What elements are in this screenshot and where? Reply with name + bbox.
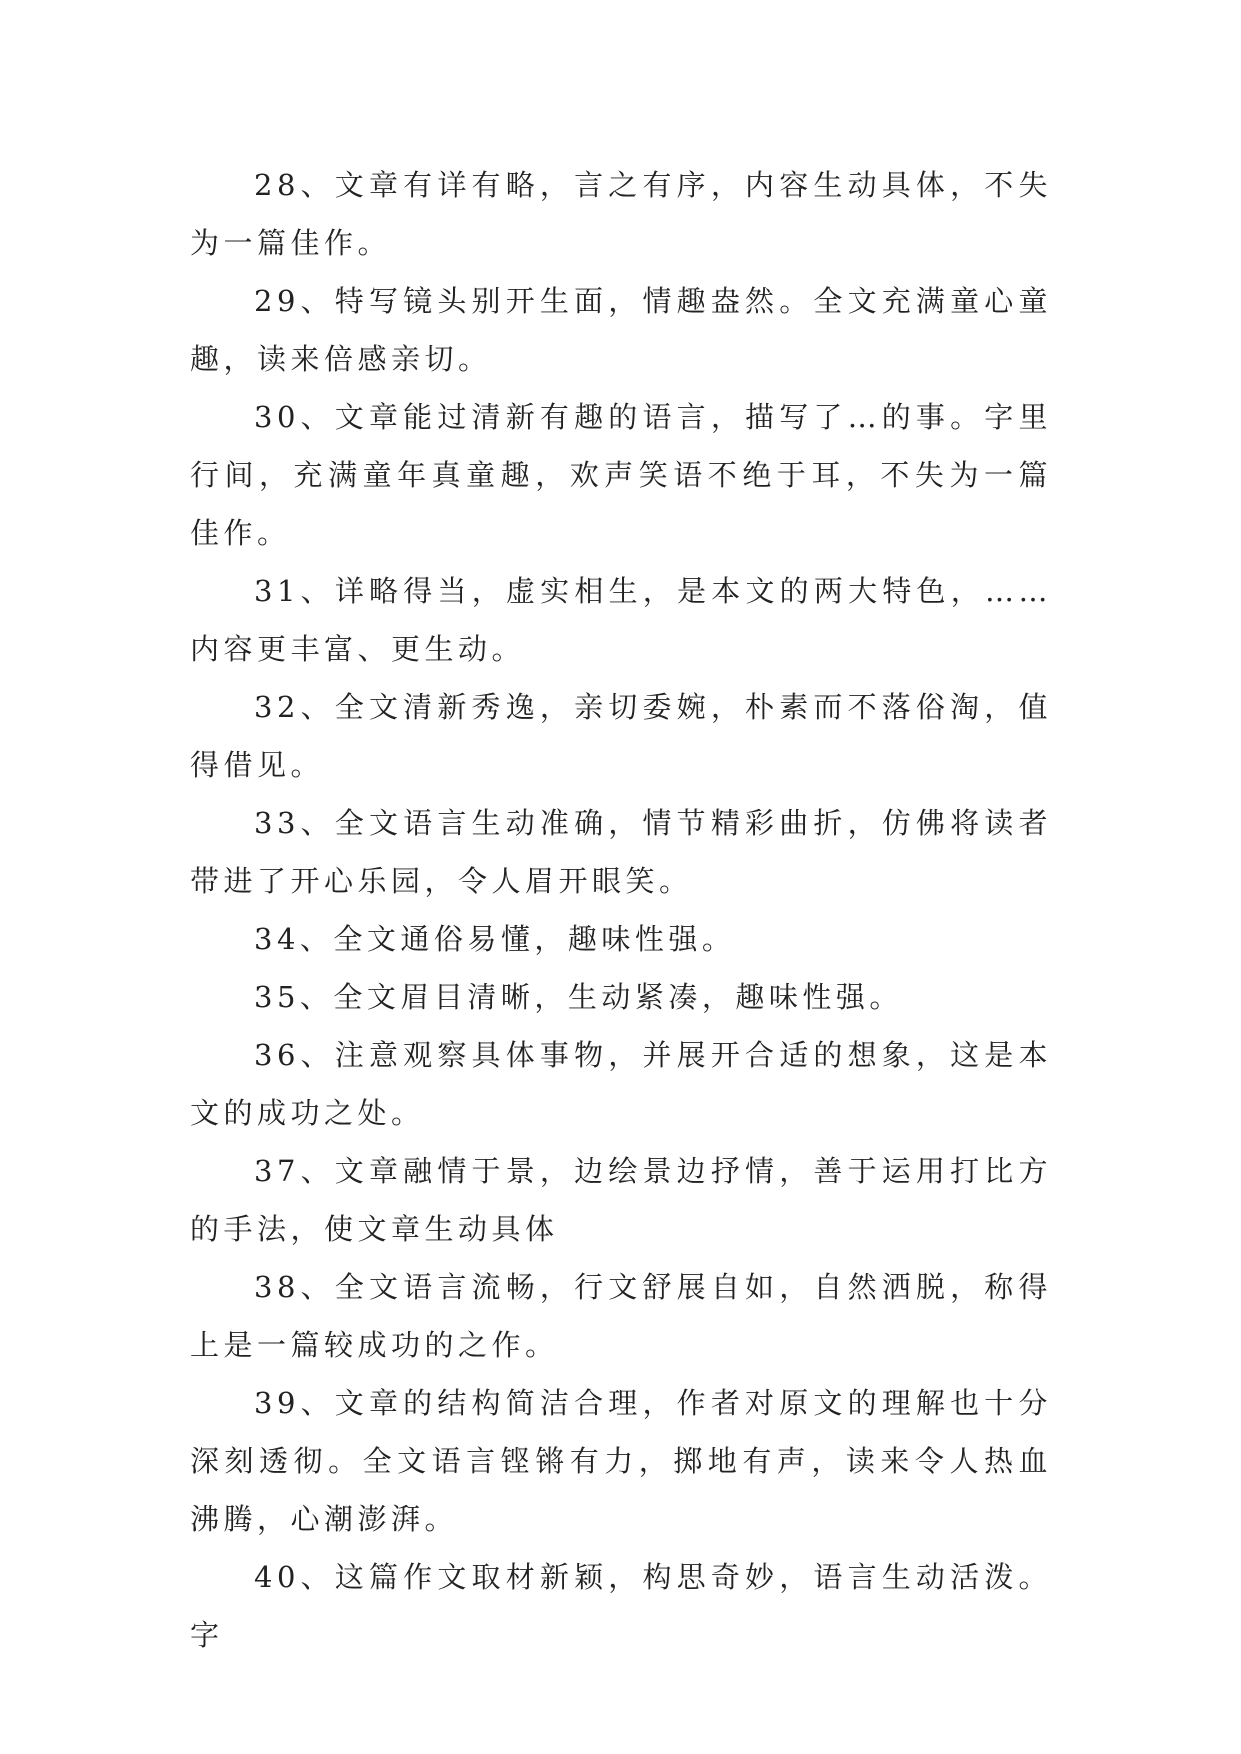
- comment-paragraph-35: 35、全文眉目清晰，生动紧凑，趣味性强。: [254, 980, 903, 1014]
- document-body: [190, 156, 1052, 1664]
- comment-paragraph-38: 38、全文语言流畅，行文舒展自如，自然洒脱，称得上是一篇较成功的之作。: [190, 1270, 1052, 1362]
- comment-paragraph-37: 37、文章融情于景，边绘景边抒情，善于运用打比方的手法，使文章生动具体: [190, 1154, 1052, 1246]
- comment-paragraph-34: 34、全文通俗易懂，趣味性强。: [254, 922, 736, 956]
- comment-paragraph-39: 39、文章的结构简洁合理，作者对原文的理解也十分深刻透彻。全文语言铿锵有力，掷地有声，读来令人热血沸腾，心潮澎湃。: [190, 1386, 1052, 1536]
- comment-paragraph-40: 40、这篇作文取材新颖，构思奇妙，语言生动活泼。字: [190, 1560, 1052, 1652]
- comment-paragraph-28: 28、文章有详有略，言之有序，内容生动具体，不失为一篇佳作。: [190, 168, 1052, 260]
- comment-paragraph-36: 36、注意观察具体事物，并展开合适的想象，这是本文的成功之处。: [190, 1038, 1052, 1130]
- comment-paragraph-29: 29、特写镜头别开生面，情趣盎然。全文充满童心童趣，读来倍感亲切。: [190, 284, 1052, 376]
- comment-paragraph-32: 32、全文清新秀逸，亲切委婉，朴素而不落俗淘，值得借见。: [190, 690, 1052, 782]
- comment-paragraph-33: 33、全文语言生动准确，情节精彩曲折，仿佛将读者带进了开心乐园，令人眉开眼笑。: [190, 806, 1052, 898]
- comment-paragraph-31: 31、详略得当，虚实相生，是本文的两大特色，……内容更丰富、更生动。: [190, 574, 1052, 666]
- comment-paragraph-30: 30、文章能过清新有趣的语言，描写了…的事。字里行间，充满童年真童趣，欢声笑语不绝于耳，不失为一篇佳作。: [190, 400, 1052, 550]
